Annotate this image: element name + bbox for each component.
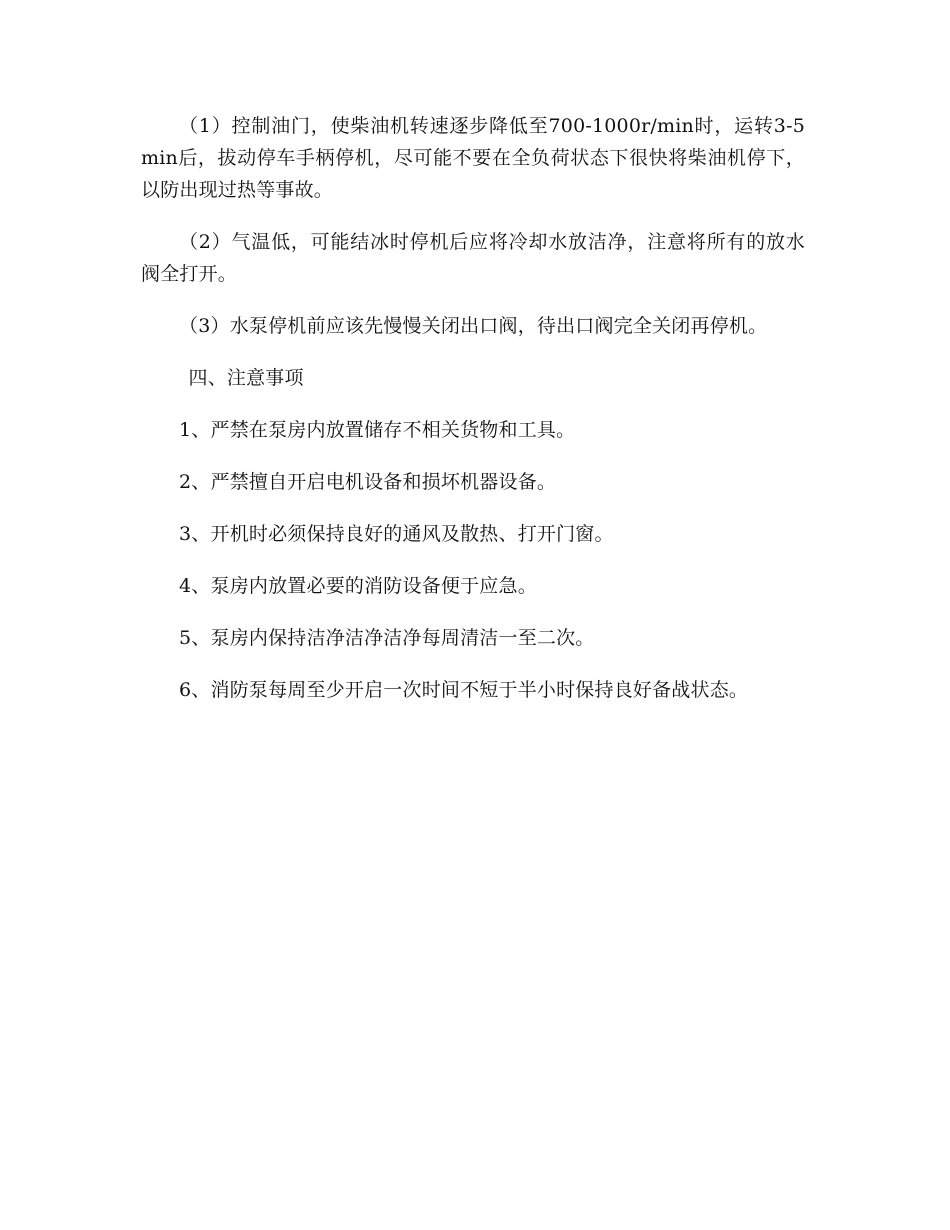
list-item: 5、泵房内保持洁净洁净洁净每周清洁一至二次。 xyxy=(179,627,595,649)
paragraph-pump-stop: （3）水泵停机前应该先慢慢关闭出口阀，待出口阀完全关闭再停机。 xyxy=(179,315,768,337)
list-item: 6、消防泵每周至少开启一次时间不短于半小时保持良好备战状态。 xyxy=(179,679,749,701)
document-body xyxy=(141,110,805,726)
list-item: 2、严禁擅自开启电机设备和损坏机器设备。 xyxy=(179,471,557,493)
paragraph-stop-diesel: （1）控制油门，使柴油机转速逐步降低至700-1000r/min时，运转3-5min后，拔动停车手柄停机，尽可能不要在全负荷状态下很快将柴油机停下，以防出现过热等事故。 xyxy=(141,115,805,201)
paragraph-low-temperature: （2）气温低，可能结冰时停机后应将冷却水放洁净，注意将所有的放水阀全打开。 xyxy=(141,231,805,285)
list-item: 4、泵房内放置必要的消防设备便于应急。 xyxy=(179,575,537,597)
list-item: 1、严禁在泵房内放置储存不相关货物和工具。 xyxy=(179,419,576,441)
section-heading: 四、注意事项 xyxy=(188,367,304,389)
list-item: 3、开机时必须保持良好的通风及散热、打开门窗。 xyxy=(179,523,614,545)
